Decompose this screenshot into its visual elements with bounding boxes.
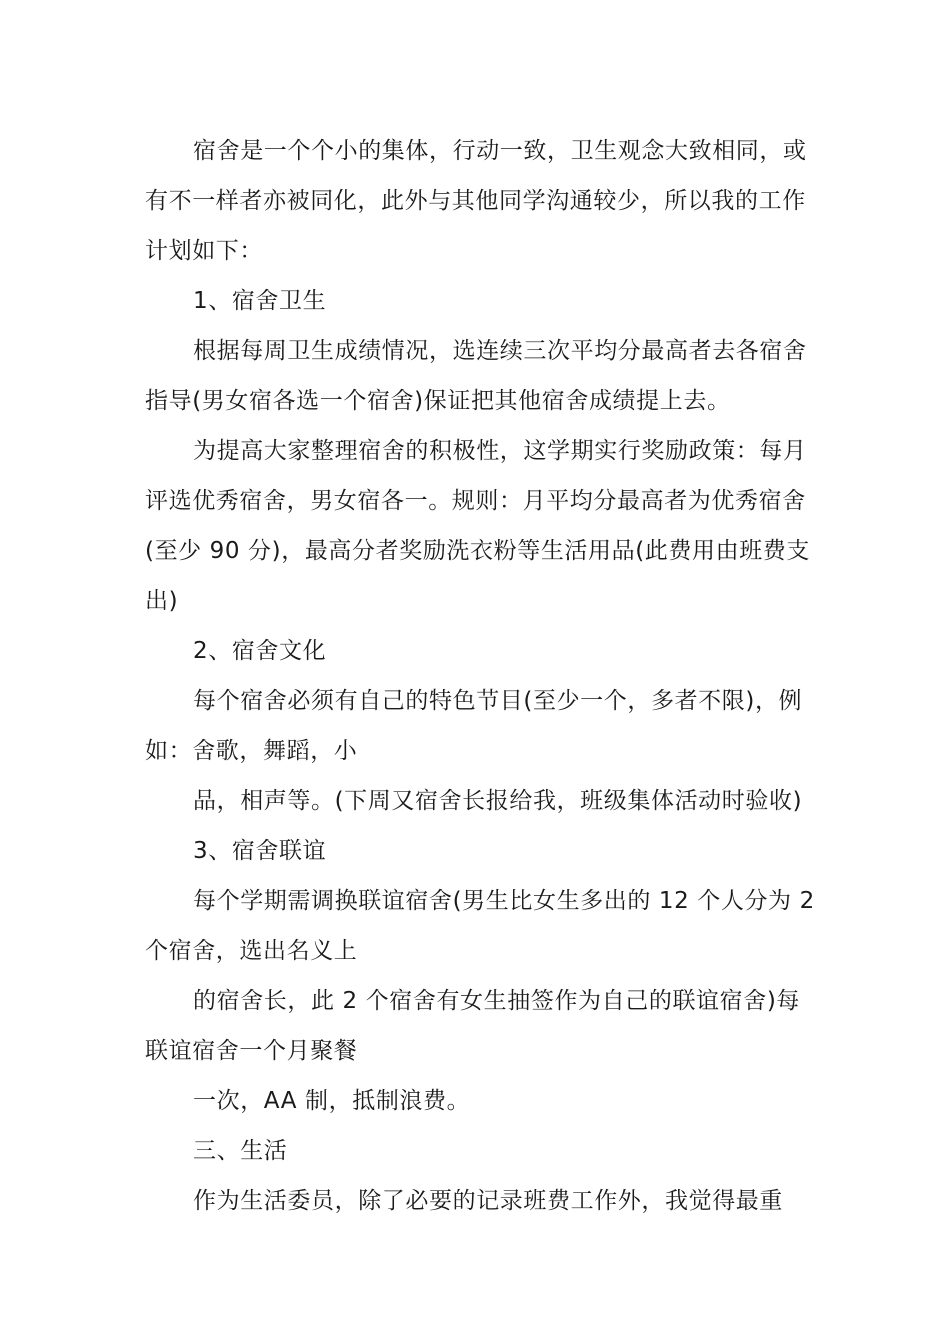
paragraph-fellowship-dinner: 一次，AA 制，抵制浪费。 (193, 1088, 471, 1114)
heading-dorm-fellowship: 3、宿舍联谊 (193, 838, 327, 864)
paragraph-culture-program: 每个宿舍必须有自己的特色节目(至少一个，多者不限)，例如：舍歌，舞蹈，小 (145, 688, 803, 764)
heading-dorm-hygiene: 1、宿舍卫生 (193, 288, 327, 314)
paragraph-intro: 宿舍是一个个小的集体，行动一致，卫生观念大致相同，或有不一样者亦被同化，此外与其他同学沟通较少，所以我的工作计划如下： (145, 138, 807, 264)
paragraph-fellowship-exchange: 每个学期需调换联谊宿舍(男生比女生多出的 12 个人分为 2 个宿舍，选出名义上 (145, 888, 815, 964)
paragraph-reward-policy: 为提高大家整理宿舍的积极性，这学期实行奖励政策：每月评选优秀宿舍，男女宿各一。规则：月平均分最高者为优秀宿舍(至少 90 分)，最高分者奖励洗衣粉等生活用品(此费用由班费支出) (145, 438, 811, 614)
paragraph-life-committee: 作为生活委员，除了必要的记录班费工作外，我觉得最重 (193, 1188, 783, 1214)
heading-life: 三、生活 (193, 1138, 288, 1164)
paragraph-fellowship-lottery: 的宿舍长，此 2 个宿舍有女生抽签作为自己的联谊宿舍)每联谊宿舍一个月聚餐 (145, 988, 801, 1064)
document-body (145, 126, 815, 1226)
paragraph-culture-program-cont: 品，相声等。(下周又宿舍长报给我，班级集体活动时验收) (193, 788, 803, 814)
paragraph-hygiene-guidance: 根据每周卫生成绩情况，选连续三次平均分最高者去各宿舍指导(男女宿各选一个宿舍)保证把其他宿舍成绩提上去。 (145, 338, 807, 414)
heading-dorm-culture: 2、宿舍文化 (193, 638, 327, 664)
